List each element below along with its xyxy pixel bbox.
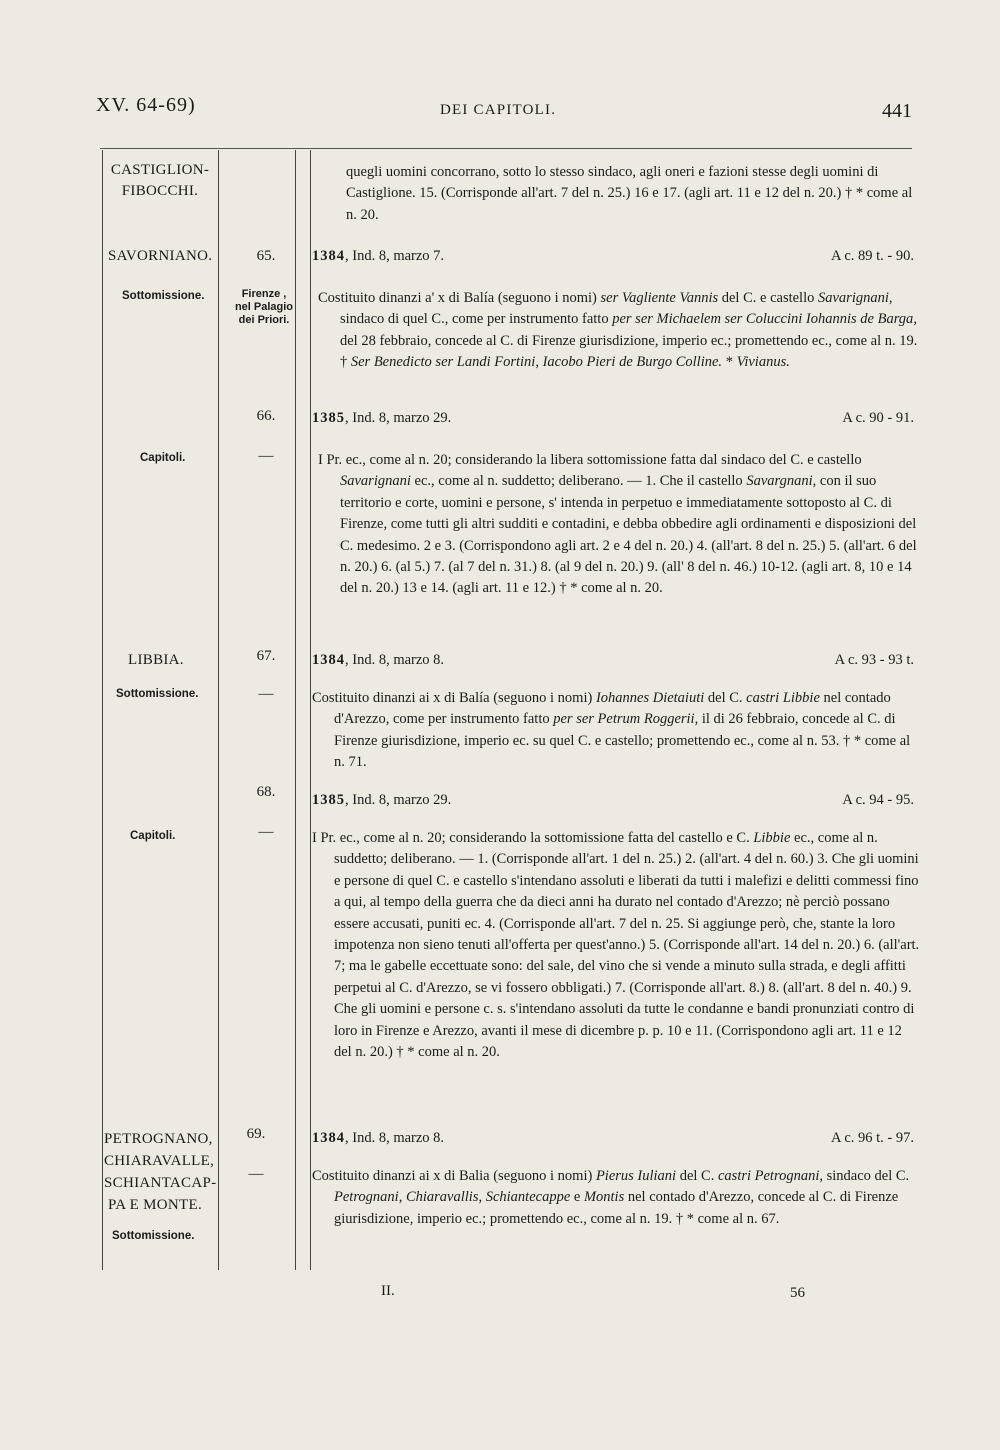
column-rule-right	[310, 150, 311, 1270]
dash-mark: —	[258, 686, 274, 702]
entry-69-reference: A c. 96 t. - 97.	[831, 1130, 914, 1146]
page-number: 441	[882, 100, 912, 122]
entry-68-reference: A c. 94 - 95.	[842, 792, 914, 808]
place-castiglion-fibocchi: CASTIGLION- FIBOCCHI.	[110, 162, 210, 199]
entry-69-heading: 1384, Ind. 8, marzo 8. A c. 96 t. - 97.	[312, 1130, 914, 1146]
label-sottomissione: Sottomissione.	[116, 688, 199, 700]
entry-66-reference: A c. 90 - 91.	[842, 410, 914, 426]
dash-mark: —	[258, 448, 274, 464]
entry-66-year: 1385	[312, 410, 345, 426]
running-head-section: XV. 64-69)	[96, 94, 196, 116]
entry-69-text: Costituito dinanzi ai x di Balia (seguono i nomi) Pierus Iuliani del C. castri Petrognani, sindaco del C. Petrognani, Chiaravallis, Schiantecappe e Montis nel contado d'Arezzo, concede al C. di Firenze giurisdizione, imperio ec.; promettendo ec., come al n. 19. † * come al n. 67.	[312, 1168, 910, 1227]
header-rule	[100, 148, 912, 149]
place-libbia: LIBBIA.	[128, 652, 184, 668]
entry-67-heading: 1384, Ind. 8, marzo 8. A c. 93 - 93 t.	[312, 652, 914, 668]
label-sottomissione: Sottomissione.	[122, 290, 205, 302]
entry-67-year: 1384	[312, 652, 345, 668]
entry-69-year: 1384	[312, 1130, 345, 1146]
label-sottomissione: Sottomissione.	[112, 1230, 195, 1242]
entry-67-reference: A c. 93 - 93 t.	[834, 652, 914, 668]
running-head-title: DEI CAPITOLI.	[440, 102, 557, 118]
entry-68-text: I Pr. ec., come al n. 20; considerando la sottomissione fatta del castello e C. Libbie ec., come al n. suddetto; deliberano. — 1. (Corrisponde all'art. 1 del n. 25.) 2. (all'art. 4 del n. 60.) 3. Che gli uomini e persone di quel C. e castello s'intendano assoluti e liberati da tutti i malefizi e delitti commessi fino a qui, al tempo della guerra che da dieci anni ha durato nel contado d'Arezzo; nè perciò possano essere accusati, puniti ec. 4. (Corrisponde all'art. 7 del n. 25. Si aggiunge però, che, stante la loro impotenza non sieno tenuti all'offerta per quest'anno.) 5. (Corrisponde all'art. 14 del n. 20.) 6. (all'art. 7; ma le gabelle eccettuate sono: del sale, del vino che si vende a minuto sulla strada, e degli affitti perpetui al C. d'Arezzo, se vi fossero obbligati.) 7. (Corrisponde all'art. 8.) 8. (all'art. 8 del n. 40.) 9. Che gli uomini e persone c. s. s'intendano assoluti da tutte le condanne e bandi pronunziati contro di loro in Firenze e Arezzo, avanti il mese di dicembre p. p. 10 e 11. (Corrispondono agli art. 11 e 12 del n. 20.) † * come al n. 20.	[312, 830, 920, 1061]
entry-65-heading: 1384, Ind. 8, marzo 7. A c. 89 t. - 90.	[312, 248, 914, 264]
entry-66-heading: 1385, Ind. 8, marzo 29. A c. 90 - 91.	[312, 410, 914, 426]
source-note: Firenze , nel Palagio dei Priori.	[234, 288, 294, 326]
entry-65-year: 1384	[312, 248, 345, 264]
signature-mark: II.	[381, 1283, 395, 1299]
entry-67-text: Costituito dinanzi ai x di Balía (seguono i nomi) Iohannes Dietaiuti del C. castri Libbie nel contado d'Arezzo, come per instrumento fatto per ser Petrum Roggerii, il di 26 febbraio, concede al C. di Firenze giurisdizione, imperio ec. su quel C. e castello; promettendo ec., come al n. 53. † * come al n. 71.	[312, 690, 911, 771]
dash-mark: —	[248, 1166, 264, 1182]
label-capitoli: Capitoli.	[130, 830, 176, 842]
column-rule-mid1	[218, 150, 219, 1270]
column-rule-left	[102, 150, 103, 1270]
entry-68-heading: 1385, Ind. 8, marzo 29. A c. 94 - 95.	[312, 792, 914, 808]
label-capitoli: Capitoli.	[140, 452, 186, 464]
dash-mark: —	[258, 824, 274, 840]
place-savorniano: SAVORNIANO.	[108, 248, 213, 264]
entry-number-66: 66.	[256, 408, 276, 424]
entry-65-reference: A c. 89 t. - 90.	[831, 248, 914, 264]
entry-68-year: 1385	[312, 792, 345, 808]
entry-number-68: 68.	[256, 784, 276, 800]
place-petrognano: PETROGNANO, CHIARAVALLE, SCHIANTACAP- PA E MONTE.	[104, 1131, 217, 1213]
entry-number-67: 67.	[256, 648, 276, 664]
entry-66-text: I Pr. ec., come al n. 20; considerando la libera sottomissione fatta dal sindaco del C. e castello Savarignani ec., come al n. suddetto; deliberano. — 1. Che il castello Savargnani, con il suo territorio e corte, uomini e persone, s' intenda in perpetuo e immediatamente sottoposto al C. di Firenze, come tutti gli altri sudditi e contadini, e debba obbedire agli ordinamenti e disposizioni del C. medesimo. 2 e 3. (Corrispondono agli art. 2 e 4 del n. 20.) 4. (all'art. 8 del n. 25.) 5. (all'art. 6 del n. 20.) 6. (al 5.) 7. (al 7 del n. 31.) 8. (al 9 del n. 20.) 9. (all' 8 del n. 46.) 10-12. (agli art. 8, 10 e 14 del n. 20.) 13 e 14. (agli art. 11 e 12.) † * come al n. 20.	[318, 452, 917, 597]
gathering-number: 56	[790, 1285, 805, 1301]
entry-number-65: 65.	[256, 248, 276, 264]
entry-65-text: Costituito dinanzi a' x di Balía (seguono i nomi) ser Vagliente Vannis del C. e castello Savarignani, sindaco di quel C., come per instrumento fatto per ser Michaelem ser Coluccini Iohannis de Barga, del 28 febbraio, concede al C. di Firenze giurisdizione, imperio ec.; promettendo ec., come al n. 19. † Ser Benedicto ser Landi Fortini, Iacobo Pieri de Burgo Colline. * Vivianus.	[318, 290, 918, 371]
entry-64-text: quegli uomini concorrano, sotto lo stesso sindaco, agli oneri e fazioni stesse degli uomini di Castiglione. 15. (Corrisponde all'art. 7 del n. 25.) 16 e 17. (agli art. 11 e 12 del n. 20.) † * come al n. 20.	[346, 164, 913, 223]
entry-number-69: 69.	[246, 1126, 266, 1142]
